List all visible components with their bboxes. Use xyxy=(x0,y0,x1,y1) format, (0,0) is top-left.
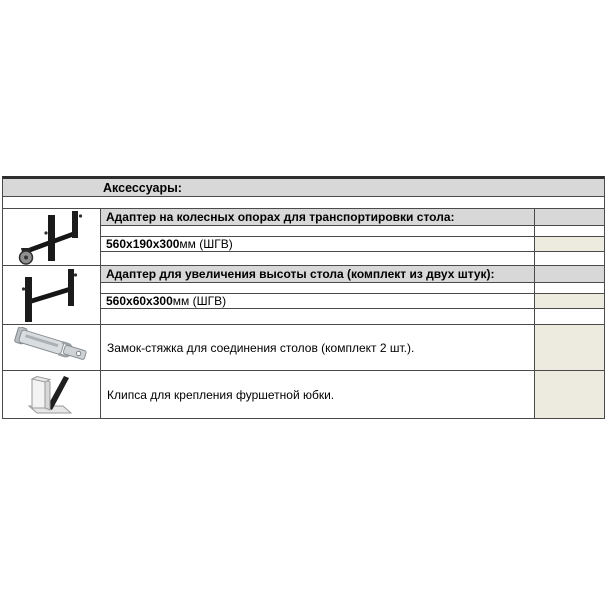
product-text-column xyxy=(101,325,534,370)
price-cell-empty xyxy=(535,283,604,294)
table-header-row xyxy=(3,179,604,197)
wheel-adapter-image xyxy=(8,209,96,265)
price-column xyxy=(534,209,604,265)
product-description: Клипса для крепления фуршетной юбки. xyxy=(107,387,335,402)
product-description: Замок-стяжка для соединения столов (комплект 2 шт.). xyxy=(107,340,415,355)
price-cell-empty xyxy=(535,226,604,237)
dimensions-unit: мм (ШГВ) xyxy=(172,294,227,308)
product-title: Адаптер для увеличения высоты стола (комплект из двух штук): xyxy=(101,266,534,283)
price-cell-accent xyxy=(535,294,604,309)
price-cell-header xyxy=(535,266,604,283)
latch-lock-image xyxy=(8,327,96,369)
dimensions-text xyxy=(101,294,534,309)
accessories-table xyxy=(2,176,605,419)
product-text-column xyxy=(101,266,534,324)
empty-row xyxy=(101,309,534,324)
price-cell-accent xyxy=(535,325,604,370)
empty-row xyxy=(101,283,534,294)
empty-row xyxy=(101,226,534,237)
skirt-clip-image xyxy=(8,372,96,418)
header-spacer-row xyxy=(3,197,604,209)
price-cell-header xyxy=(535,209,604,226)
price-cell-empty xyxy=(535,252,604,265)
price-column xyxy=(534,325,604,370)
dimensions-value: 560x60x300 xyxy=(106,294,173,308)
product-block-latch-lock xyxy=(3,325,604,371)
price-cell-empty xyxy=(535,309,604,324)
height-adapter-image xyxy=(8,266,96,324)
product-block-wheel-adapter xyxy=(3,209,604,266)
price-column xyxy=(534,371,604,418)
product-image-cell xyxy=(3,209,101,265)
product-image-cell xyxy=(3,325,101,370)
product-image-cell xyxy=(3,371,101,418)
product-text-column xyxy=(101,209,534,265)
product-block-height-adapter xyxy=(3,266,604,325)
dimensions-text xyxy=(101,237,534,252)
product-text-column xyxy=(101,371,534,418)
price-column xyxy=(534,266,604,324)
product-image-cell xyxy=(3,266,101,324)
dimensions-value: 560x190x300 xyxy=(106,237,180,251)
product-block-skirt-clip xyxy=(3,371,604,418)
empty-row xyxy=(101,252,534,265)
dimensions-unit: мм (ШГВ) xyxy=(179,237,233,251)
price-cell-accent xyxy=(535,237,604,252)
price-cell-accent xyxy=(535,371,604,418)
product-title: Адаптер на колесных опорах для транспортировки стола: xyxy=(101,209,534,226)
table-header-title: Аксессуары: xyxy=(103,180,182,195)
